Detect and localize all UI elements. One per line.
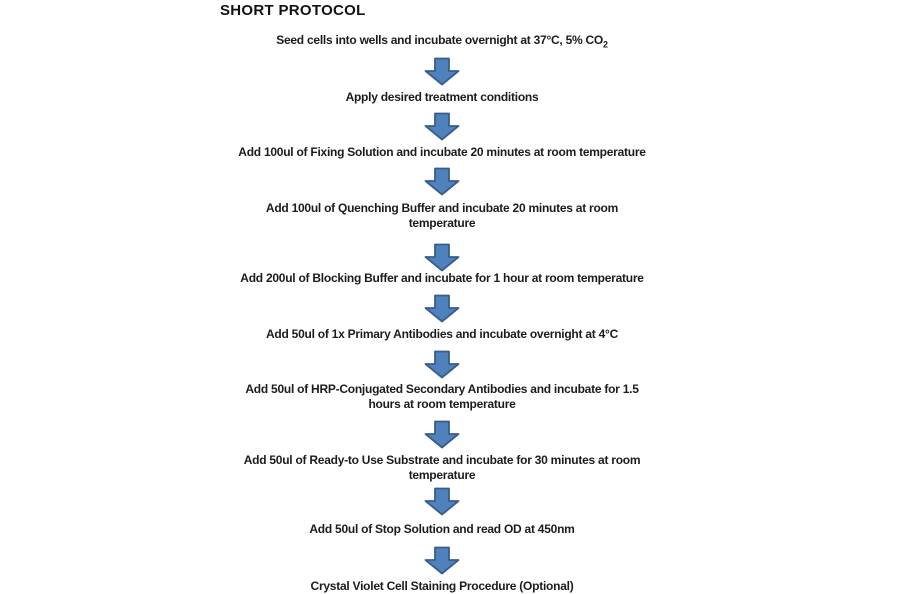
down-arrow-icon [424, 350, 460, 379]
step-text-main: Seed cells into wells and incubate overnight at 37°C, 5% CO [276, 33, 604, 47]
down-arrow-shape [426, 169, 459, 195]
flow-step-primary-antibodies: Add 50ul of 1x Primary Antibodies and incubate overnight at 4°C [265, 327, 618, 341]
down-arrow-icon [424, 546, 460, 575]
down-arrow-shape [426, 489, 459, 515]
step-text-line-2: temperature [408, 467, 476, 482]
step-text-line-1: Add 50ul of HRP-Conjugated Secondary Antibodies and incubate for 1.5 [245, 382, 639, 396]
flow-step-fixing-solution: Add 100ul of Fixing Solution and incubate 20 minutes at room temperature [238, 145, 646, 159]
step-text-line-1: Add 100ul of Quenching Buffer and incubate 20 minutes at room [265, 201, 619, 215]
co2-subscript: 2 [603, 39, 608, 50]
step-text-line-2: hours at room temperature [368, 396, 516, 411]
step-text [0, 33, 884, 48]
down-arrow-icon [424, 112, 460, 141]
down-arrow-icon [424, 487, 460, 516]
down-arrow-shape [426, 59, 459, 85]
down-arrow-shape [426, 352, 459, 378]
flow-step-crystal-violet: Crystal Violet Cell Staining Procedure (Optional) [310, 579, 574, 593]
down-arrow-icon [424, 420, 460, 449]
step-text-line-1: Add 50ul of Ready-to Use Substrate and incubate for 30 minutes at room [243, 453, 641, 467]
down-arrow-shape [426, 114, 459, 140]
flow-step-seed-cells [0, 33, 884, 48]
down-arrow-icon [424, 243, 460, 272]
flow-step-secondary-antibodies [0, 382, 884, 411]
flow-step-substrate [0, 453, 884, 482]
down-arrow-shape [426, 422, 459, 448]
down-arrow-shape [426, 245, 459, 271]
down-arrow-icon [424, 57, 460, 86]
flow-step-stop-solution: Add 50ul of Stop Solution and read OD at 450nm [309, 522, 575, 536]
page-title: SHORT PROTOCOL [220, 2, 366, 19]
flow-step-apply-treatment: Apply desired treatment conditions [345, 90, 539, 104]
down-arrow-icon [424, 294, 460, 323]
step-text-line-2: temperature [408, 215, 476, 230]
flow-step-blocking-buffer: Add 200ul of Blocking Buffer and incubate for 1 hour at room temperature [240, 271, 644, 285]
down-arrow-icon [424, 167, 460, 196]
down-arrow-shape [426, 548, 459, 574]
down-arrow-shape [426, 296, 459, 322]
flow-step-quenching-buffer [0, 201, 884, 230]
